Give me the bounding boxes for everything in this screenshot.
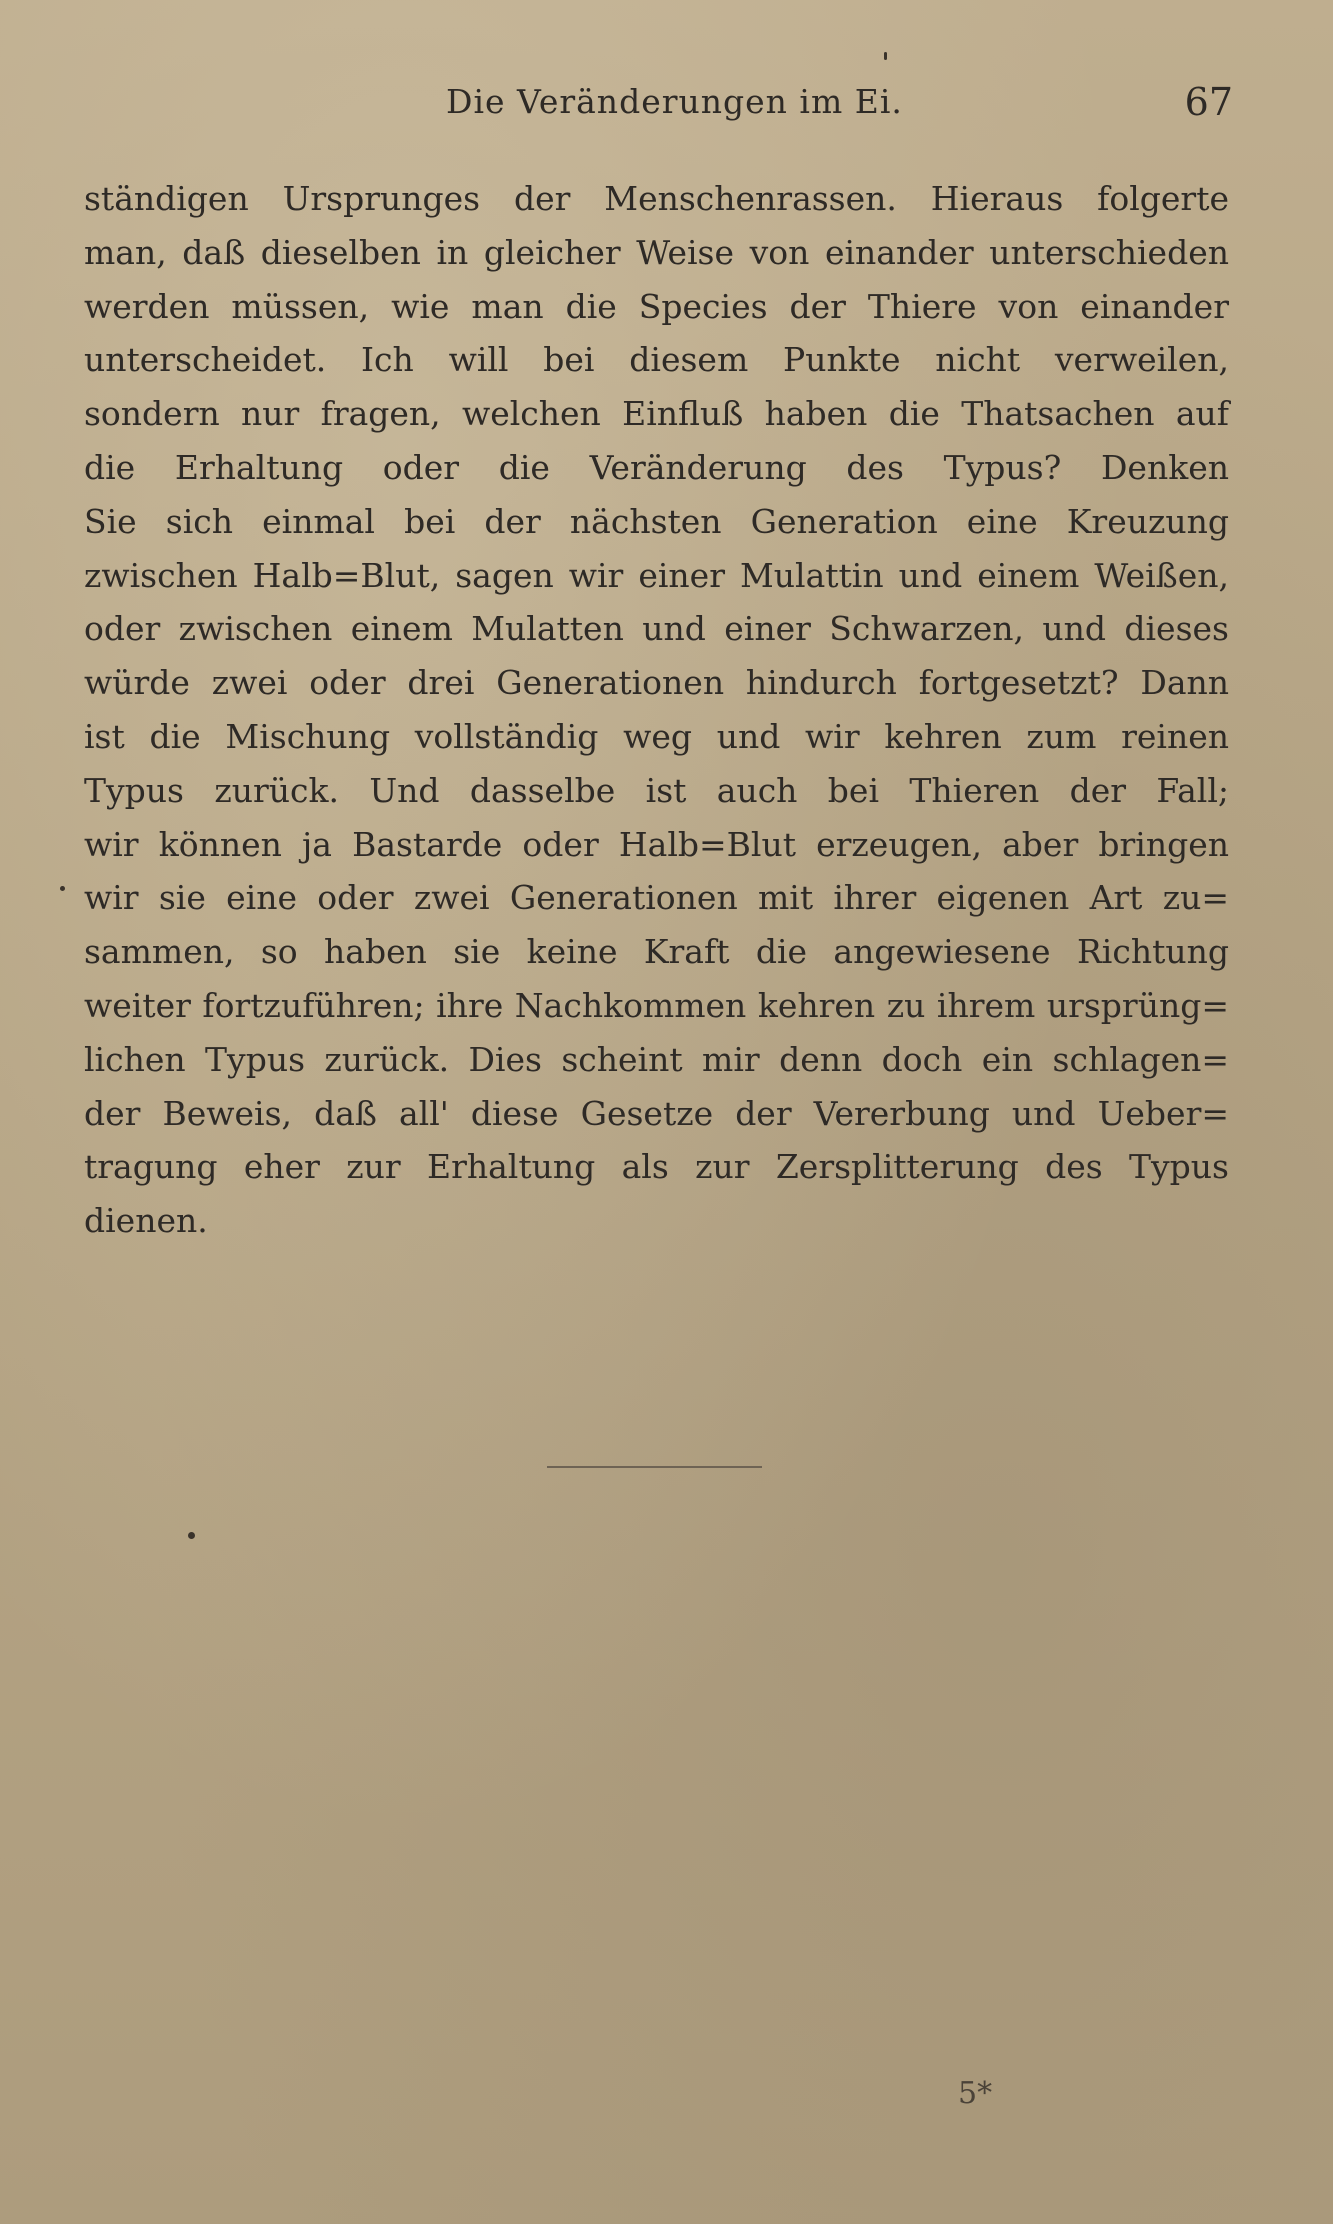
text-line: oder zwischen einem Mulatten und einer Schwarzen, und dieses bbox=[84, 609, 1229, 649]
ink-speck bbox=[884, 52, 887, 60]
body-paragraph bbox=[84, 172, 1229, 1248]
signature-mark: 5* bbox=[958, 2076, 993, 2111]
ink-speck bbox=[188, 1532, 195, 1539]
text-line: wir können ja Bastarde oder Halb=Blut erzeugen, aber bringen bbox=[84, 824, 1229, 864]
text-line: tragung eher zur Erhaltung als zur Zersplitterung des Typus bbox=[84, 1147, 1229, 1187]
text-line: würde zwei oder drei Generationen hindurch fortgesetzt? Dann bbox=[84, 663, 1229, 703]
page-number: 67 bbox=[1184, 80, 1233, 124]
section-divider-rule bbox=[547, 1466, 762, 1468]
text-line: sammen, so haben sie keine Kraft die angewiesene Richtung bbox=[84, 932, 1229, 972]
text-line: der Beweis, daß all' diese Gesetze der Vererbung und Ueber= bbox=[84, 1093, 1229, 1133]
text-line: Typus zurück. Und dasselbe ist auch bei Thieren der Fall; bbox=[84, 770, 1229, 810]
text-line-last: dienen. bbox=[84, 1201, 208, 1241]
text-line: wir sie eine oder zwei Generationen mit ihrer eigenen Art zu= bbox=[84, 878, 1229, 918]
text-line: ist die Mischung vollständig weg und wir kehren zum reinen bbox=[84, 716, 1229, 756]
text-line: Sie sich einmal bei der nächsten Generation eine Kreuzung bbox=[84, 501, 1229, 541]
text-line: unterscheidet. Ich will bei diesem Punkte nicht verweilen, bbox=[84, 340, 1229, 380]
text-line: ständigen Ursprunges der Menschenrassen. Hieraus folgerte bbox=[84, 179, 1229, 218]
text-line: sondern nur fragen, welchen Einfluß haben die Thatsachen auf bbox=[84, 394, 1229, 434]
text-line: werden müssen, wie man die Species der Thiere von einander bbox=[84, 286, 1229, 326]
text-line: weiter fortzuführen; ihre Nachkommen kehren zu ihrem ursprüng= bbox=[84, 985, 1229, 1025]
text-line: man, daß dieselben in gleicher Weise von einander unterschieden bbox=[84, 232, 1229, 272]
running-head bbox=[0, 82, 1333, 132]
text-line: lichen Typus zurück. Dies scheint mir denn doch ein schlagen= bbox=[84, 1039, 1229, 1079]
text-line: die Erhaltung oder die Veränderung des Typus? Denken bbox=[84, 447, 1229, 487]
running-title: Die Veränderungen im Ei. bbox=[446, 82, 903, 121]
ink-speck bbox=[60, 886, 65, 891]
text-line: zwischen Halb=Blut, sagen wir einer Mulattin und einem Weißen, bbox=[84, 555, 1229, 595]
